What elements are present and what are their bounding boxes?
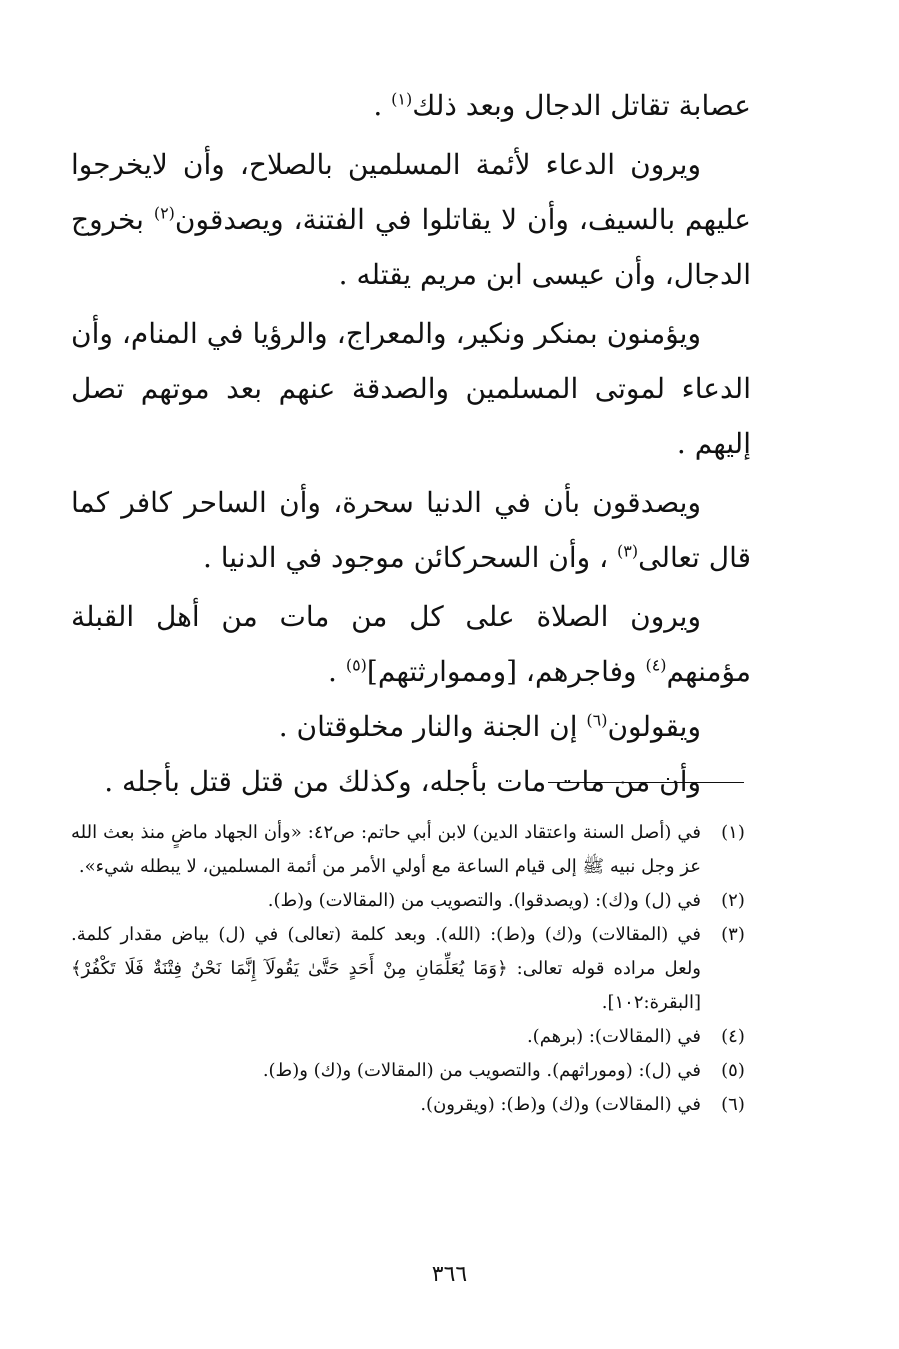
paragraph-4-text-b: ، وأن السحركائن موجود في الدنيا . xyxy=(202,541,618,574)
paragraph-2-text-b: بخروج الدجال، وأن عيسى ابن مريم يقتله . xyxy=(71,203,751,291)
paragraph-5-text-b: وفاجرهم، [ومموارثتهم] xyxy=(366,655,646,688)
footnote-2 xyxy=(71,884,751,918)
paragraph-2-text-a: ويرون الدعاء لأئمة المسلمين بالصلاح، وأن لايخرجوا عليهم بالسيف، وأن لا يقاتلوا في الفتنة، ويصدقون xyxy=(71,148,751,236)
paragraph-1 xyxy=(71,78,751,133)
footnote-text: في (أصل السنة واعتقاد الدين) لابن أبي حاتم: ص٤٢: «وأن الجهاد ماضٍ منذ بعث الله عز وجل نبيه ﷺ إلى قيام الساعة مع أولي الأمر من أئمة المسلمين، لا يبطله شيء». xyxy=(71,822,701,877)
footnote-ref-4[interactable]: (٤) xyxy=(645,655,667,675)
footnote-6 xyxy=(71,1088,751,1122)
footnote-ref-3[interactable]: (٣) xyxy=(617,541,639,561)
footnote-text: في (المقالات) و(ك) و(ط): (ويقرون). xyxy=(420,1094,701,1115)
footnote-3 xyxy=(71,918,751,1020)
footnote-text: في (ل) و(ك): (ويصدقوا). والتصويب من (المقالات) و(ط). xyxy=(267,890,701,911)
footnote-ref-2[interactable]: (٢) xyxy=(153,203,175,223)
footnote-text: في (المقالات) و(ك) و(ط): (الله). وبعد كلمة (تعالى) في (ل) بياض مقدار كلمة. ولعل مراده قوله تعالى: ﴿وَمَا يُعَلِّمَانِ مِنْ أَحَدٍ حَتَّىٰ يَقُولَآ إِنَّمَا نَحْنُ فِتْنَةٌ فَلَا تَكْفُرْ﴾ [البقرة:١٠٢]. xyxy=(71,924,701,1013)
page-number: ٣٦٦ xyxy=(431,1262,468,1287)
footnote-ref-5[interactable]: (٥) xyxy=(345,655,367,675)
footnote-number: (١) xyxy=(721,822,745,843)
paragraph-5 xyxy=(71,589,751,699)
paragraph-1-end: . xyxy=(373,89,392,122)
footnote-separator xyxy=(548,782,744,783)
paragraph-6 xyxy=(71,699,751,754)
footnote-number: (٢) xyxy=(721,890,745,911)
main-text xyxy=(71,78,751,809)
footnote-number: (٥) xyxy=(721,1060,745,1081)
paragraph-4 xyxy=(71,475,751,585)
paragraph-5-end: . xyxy=(328,655,346,688)
footnotes xyxy=(71,816,751,1122)
paragraph-2 xyxy=(71,137,751,302)
paragraph-7-text: وأن من مات مات بأجله، وكذلك من قتل قتل بأجله . xyxy=(104,765,701,798)
paragraph-3-text: ويؤمنون بمنكر ونكير، والمعراج، والرؤيا في المنام، وأن الدعاء لموتى المسلمين والصدقة عنهم بعد موتهم تصل إليهم . xyxy=(71,317,751,460)
paragraph-4-text-a: ويصدقون بأن في الدنيا سحرة، وأن الساحر كافر كما قال تعالى xyxy=(71,486,751,574)
footnote-text: في (ل): (وموراثهم). والتصويب من (المقالات) و(ك) و(ط). xyxy=(262,1060,701,1081)
footnote-1 xyxy=(71,816,751,884)
footnote-number: (٣) xyxy=(721,924,745,945)
paragraph-1-text: عصابة تقاتل الدجال وبعد ذلك xyxy=(412,89,751,122)
paragraph-5-text-a: ويرون الصلاة على كل من مات من أهل القبلة مؤمنهم xyxy=(71,600,751,688)
footnote-ref-6[interactable]: (٦) xyxy=(586,710,608,730)
footnote-number: (٤) xyxy=(721,1026,745,1047)
footnote-5 xyxy=(71,1054,751,1088)
paragraph-6-text-a: ويقولون xyxy=(607,710,701,743)
footnote-4 xyxy=(71,1020,751,1054)
paragraph-3 xyxy=(71,306,751,471)
footnote-number: (٦) xyxy=(721,1094,745,1115)
footnote-text: في (المقالات): (برهم). xyxy=(526,1026,701,1047)
footnote-ref-1[interactable]: (١) xyxy=(391,89,413,109)
paragraph-6-text-b: إن الجنة والنار مخلوقتان . xyxy=(278,710,587,743)
